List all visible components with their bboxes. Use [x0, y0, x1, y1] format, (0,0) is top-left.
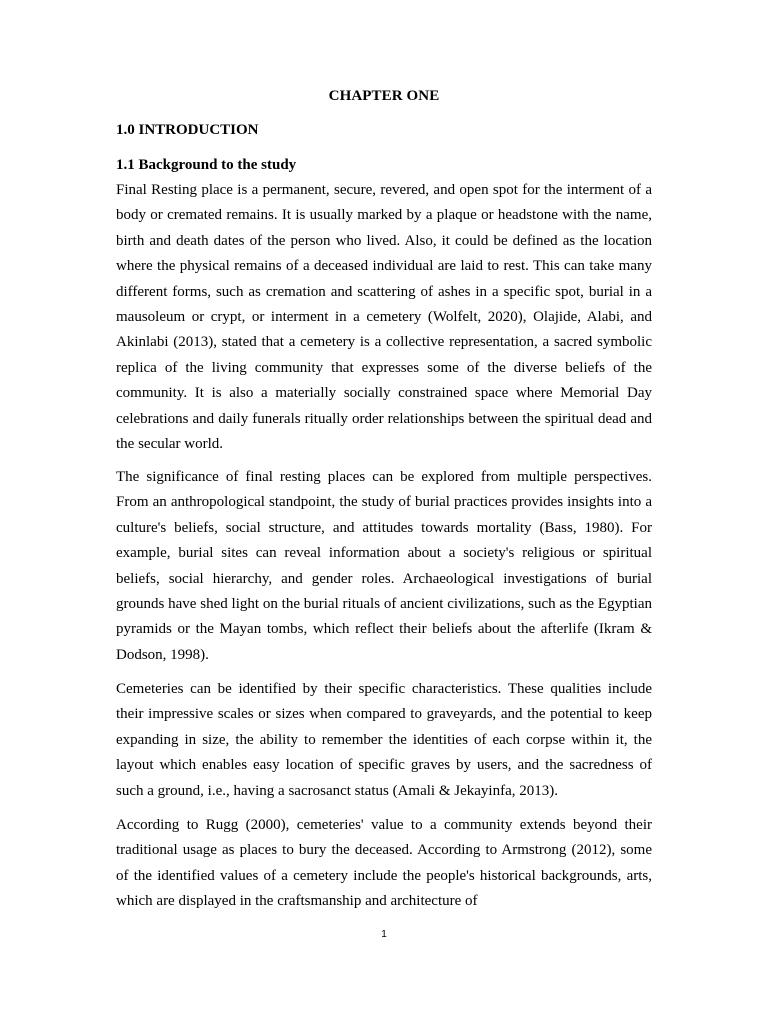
section-heading-introduction: 1.0 INTRODUCTION: [116, 122, 259, 138]
page-number: 1: [381, 929, 387, 940]
paragraph-significance: The significance of final resting places can be explored from multiple perspectives. From an anthropological standpoint, the study of burial practices provides insights into a culture's beliefs, social structure, and attitudes towards mortality (Bass, 1980). For example, burial sites can reveal information about a society's religious or spiritual beliefs, social hierarchy, and gender roles. Archaeological investigations of burial grounds have shed light on the burial rituals of ancient civilizations, such as the Egyptian pyramids or the Mayan tombs, which reflect their beliefs about the afterlife (Ikram & Dodson, 1998).: [116, 469, 652, 663]
chapter-title: CHAPTER ONE: [328, 88, 440, 104]
paragraph-cemetery-characteristics: Cemeteries can be identified by their specific characteristics. These qualities include their impressive scales or sizes when compared to graveyards, and the potential to keep expanding in size, the ability to remember the identities of each corpse within it, the layout which enables easy location of specific graves by users, and the sacredness of such a ground, i.e., having a sacrosanct status (Amali & Jekayinfa, 2013).: [116, 681, 652, 799]
paragraph-cemetery-value: According to Rugg (2000), cemeteries' value to a community extends beyond their traditional usage as places to bury the deceased. According to Armstrong (2012), some of the identified values of a cemetery include the people's historical backgrounds, arts, which are displayed in the craftsmanship and architecture of: [116, 817, 652, 910]
paragraph-final-resting-place: Final Resting place is a permanent, secure, revered, and open spot for the interment of a body or cremated remains. It is usually marked by a plaque or headstone with the name, birth and death dates of the person who lived. Also, it could be defined as the location where the physical remains of a deceased individual are laid to rest. This can take many different forms, such as cremation and scattering of ashes in a specific spot, burial in a mausoleum or crypt, or interment in a cemetery (Wolfelt, 2020), Olajide, Alabi, and Akinlabi (2013), stated that a cemetery is a collective representation, a sacred symbolic replica of the living community that expresses some of the diverse beliefs of the community. It is also a materially socially constrained space where Memorial Day celebrations and daily funerals ritually order relationships between the spiritual dead and the secular world.: [116, 182, 652, 453]
subsection-heading-background: 1.1 Background to the study: [116, 157, 297, 173]
